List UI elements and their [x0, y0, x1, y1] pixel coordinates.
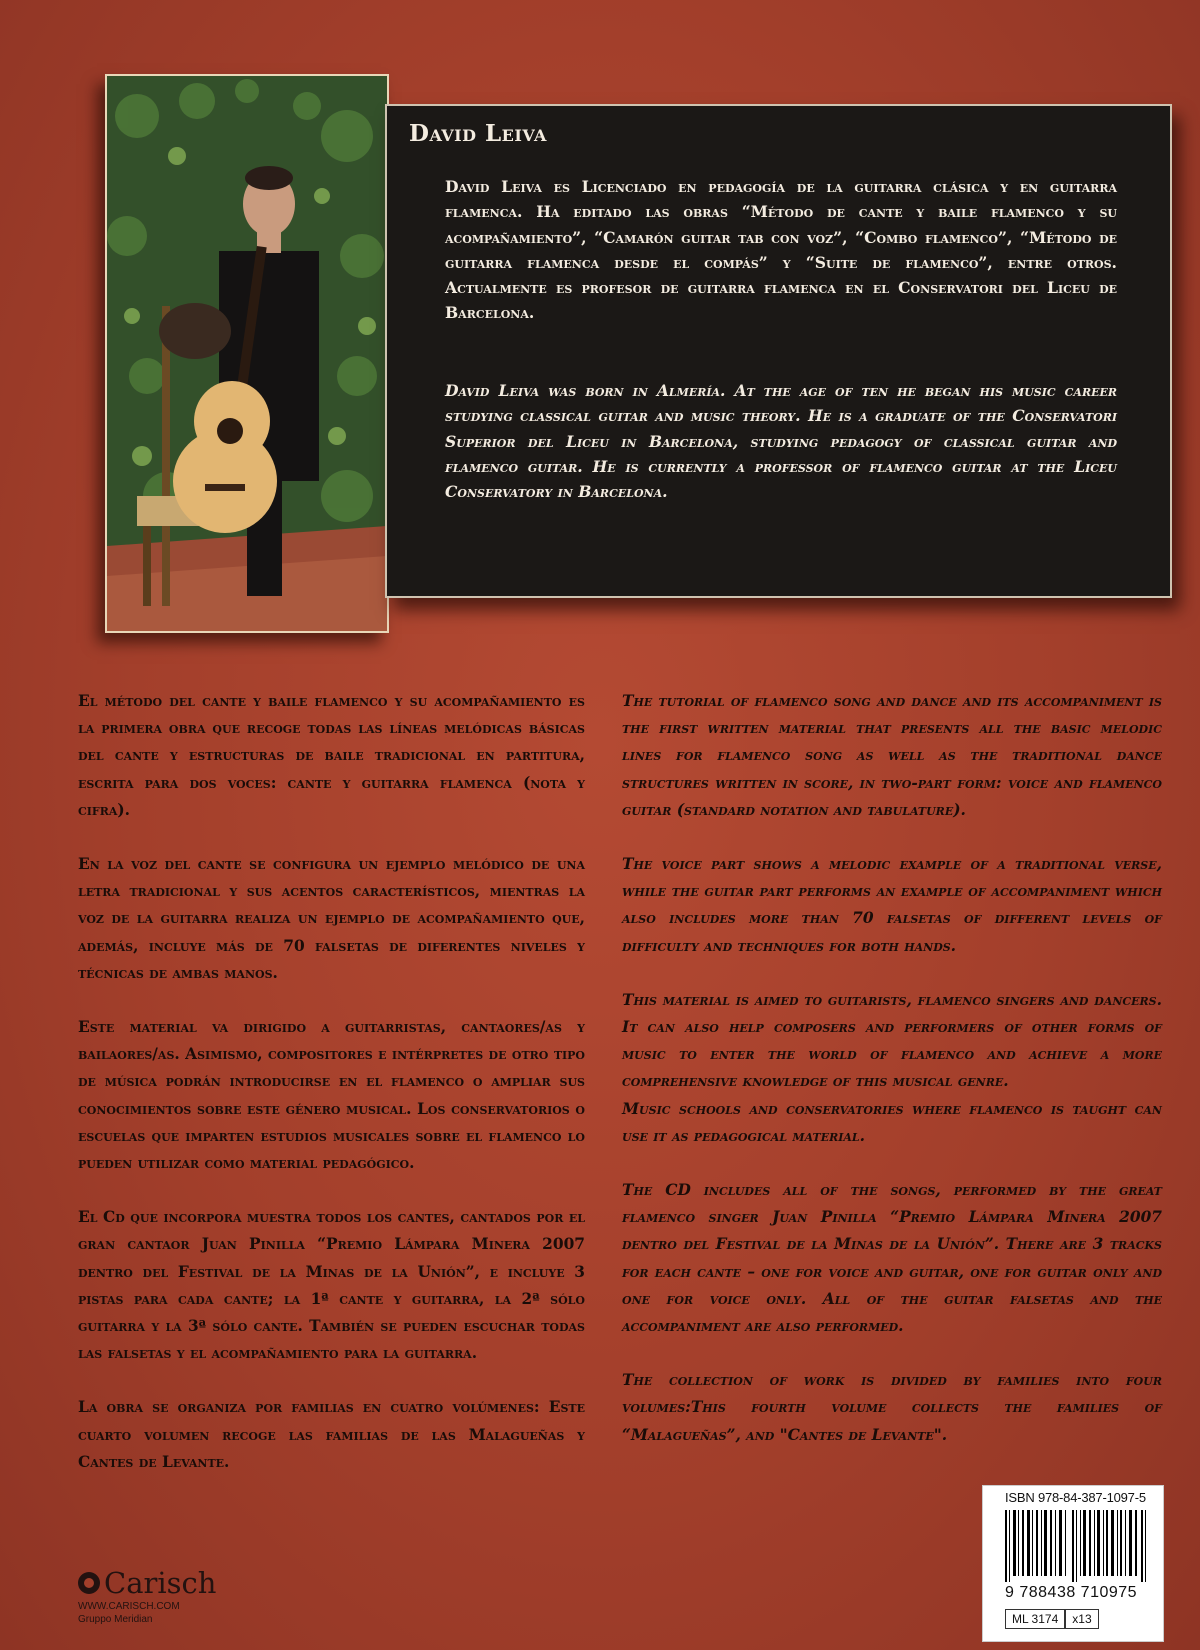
spanish-paragraph: En la voz del cante se configura un ejemplo melódico de una letra tradicional y sus acentos característicos, mientras la voz de la guitarra realiza un ejemplo de acompañamiento que, además, incluye más de 70 falsetas de diferentes niveles y técnicas de ambas manos. — [78, 855, 585, 982]
spanish-paragraph: El Cd que incorpora muestra todos los cantes, cantados por el gran cantaor Juan Pinilla “Premio Lámpara Minera 2007 dentro del Festival de la Minas de la Unión”, e incluye 3 pistas para cada cante; la 1ª cante y guitarra, la 2ª sólo guitarra y la 3ª sólo cante. También se pueden escuchar todas las falsetas y el acompañamiento para la guitarra. — [78, 1208, 585, 1363]
author-photo-illustration — [107, 76, 387, 631]
english-paragraph: Music schools and conservatories where flamenco is taught can use it as pedagogical material. — [622, 1099, 1162, 1145]
publisher-name: Carisch — [104, 1566, 217, 1600]
spanish-description-column — [78, 688, 585, 1503]
spanish-paragraph: La obra se organiza por familias en cuatro volúmenes: Este cuarto volumen recoge las familias de las Malagueñas y Cantes de Levante. — [78, 1398, 585, 1471]
barcode-icon — [1005, 1510, 1147, 1582]
publisher-logo — [78, 1566, 216, 1626]
english-paragraph: The voice part shows a melodic example of a traditional verse, while the guitar part performs an example of accompaniment which also includes more than 70 falsetas of different levels of difficulty and techniques for both hands. — [622, 855, 1162, 955]
carisch-emblem-icon — [78, 1572, 100, 1594]
price-code: x13 — [1065, 1609, 1098, 1629]
english-paragraph: This material is aimed to guitarists, flamenco singers and dancers. It can also help composers and performers of other forms of music to enter the world of flamenco and achieve a more comprehensive knowledge of this musical genre. — [622, 990, 1162, 1091]
author-photo — [105, 74, 389, 633]
isbn-text: ISBN 978-84-387-1097-5 — [1005, 1490, 1146, 1505]
spanish-paragraph: El método del cante y baile flamenco y su acompañamiento es la primera obra que recoge todas las líneas melódicas básicas del cante y estructuras de baile tradicional en partitura, escrita para dos voces: cante y guitarra flamenca (nota y cifra). — [78, 692, 585, 819]
author-name: David Leiva — [409, 120, 547, 147]
catalog-number: ML 3174 — [1005, 1609, 1065, 1629]
author-bio-panel — [385, 104, 1172, 598]
author-bio-spanish: David Leiva es Licenciado en pedagogía de la guitarra clásica y en guitarra flamenca. Ha editado las obras “Método de cante y baile flamenco y su acompañamiento”, “Camarón guitar tab con voz”, “Combo flamenco”, “Método de guitarra flamenca desde el compás” y “Suite de flamenco”, entre otros. Actualmente es profesor de guitarra flamenca en el Conservatori del Liceu de Barcelona. — [445, 177, 1117, 323]
publisher-website: WWW.CARISCH.COM — [78, 1601, 180, 1612]
barcode-label — [982, 1485, 1164, 1642]
english-paragraph: The tutorial of flamenco song and dance and its accompaniment is the first written material that presents all the basic melodic lines for flamenco song as well as the traditional dance structures written in score, in two-part form: voice and flamenco guitar (standard notation and tabulature). — [622, 692, 1162, 819]
publisher-logo-mark — [78, 1566, 216, 1600]
catalog-code-row — [1005, 1609, 1099, 1629]
english-description-column — [622, 688, 1162, 1476]
spanish-paragraph: Este material va dirigido a guitarristas, cantaores/as y bailaores/as. Asimismo, compositores e intérpretes de otro tipo de música podrán introducirse en el flamenco o ampliar sus conocimientos sobre este género musical. Los conservatorios o escuelas que imparten estudios musicales sobre el flamenco lo pueden utilizar como material pedagógico. — [78, 1018, 585, 1173]
barcode-number: 9 788438 710975 — [1005, 1584, 1138, 1601]
publisher-group: Gruppo Meridian — [78, 1614, 153, 1625]
english-paragraph: The collection of work is divided by families into four volumes:This fourth volume collects the families of “Malagueñas”, and "Cantes de Levante". — [622, 1371, 1162, 1444]
english-paragraph: The CD includes all of the songs, performed by the great flamenco singer Juan Pinilla “Premio Lámpara Minera 2007 dentro del Festival de la Minas de la Unión”. There are 3 tracks for each cante – one for voice and guitar, one for guitar only and one for voice only. All of the guitar falsetas and the accompaniment are also performed. — [622, 1181, 1162, 1336]
author-bio-english: David Leiva was born in Almería. At the age of ten he began his music career studying classical guitar and music theory. He is a graduate of the Conservatori Superior del Liceu in Barcelona, studying pedagogy of classical guitar and flamenco guitar. He is currently a professor of flamenco guitar at the Liceu Conservatory in Barcelona. — [445, 381, 1117, 502]
